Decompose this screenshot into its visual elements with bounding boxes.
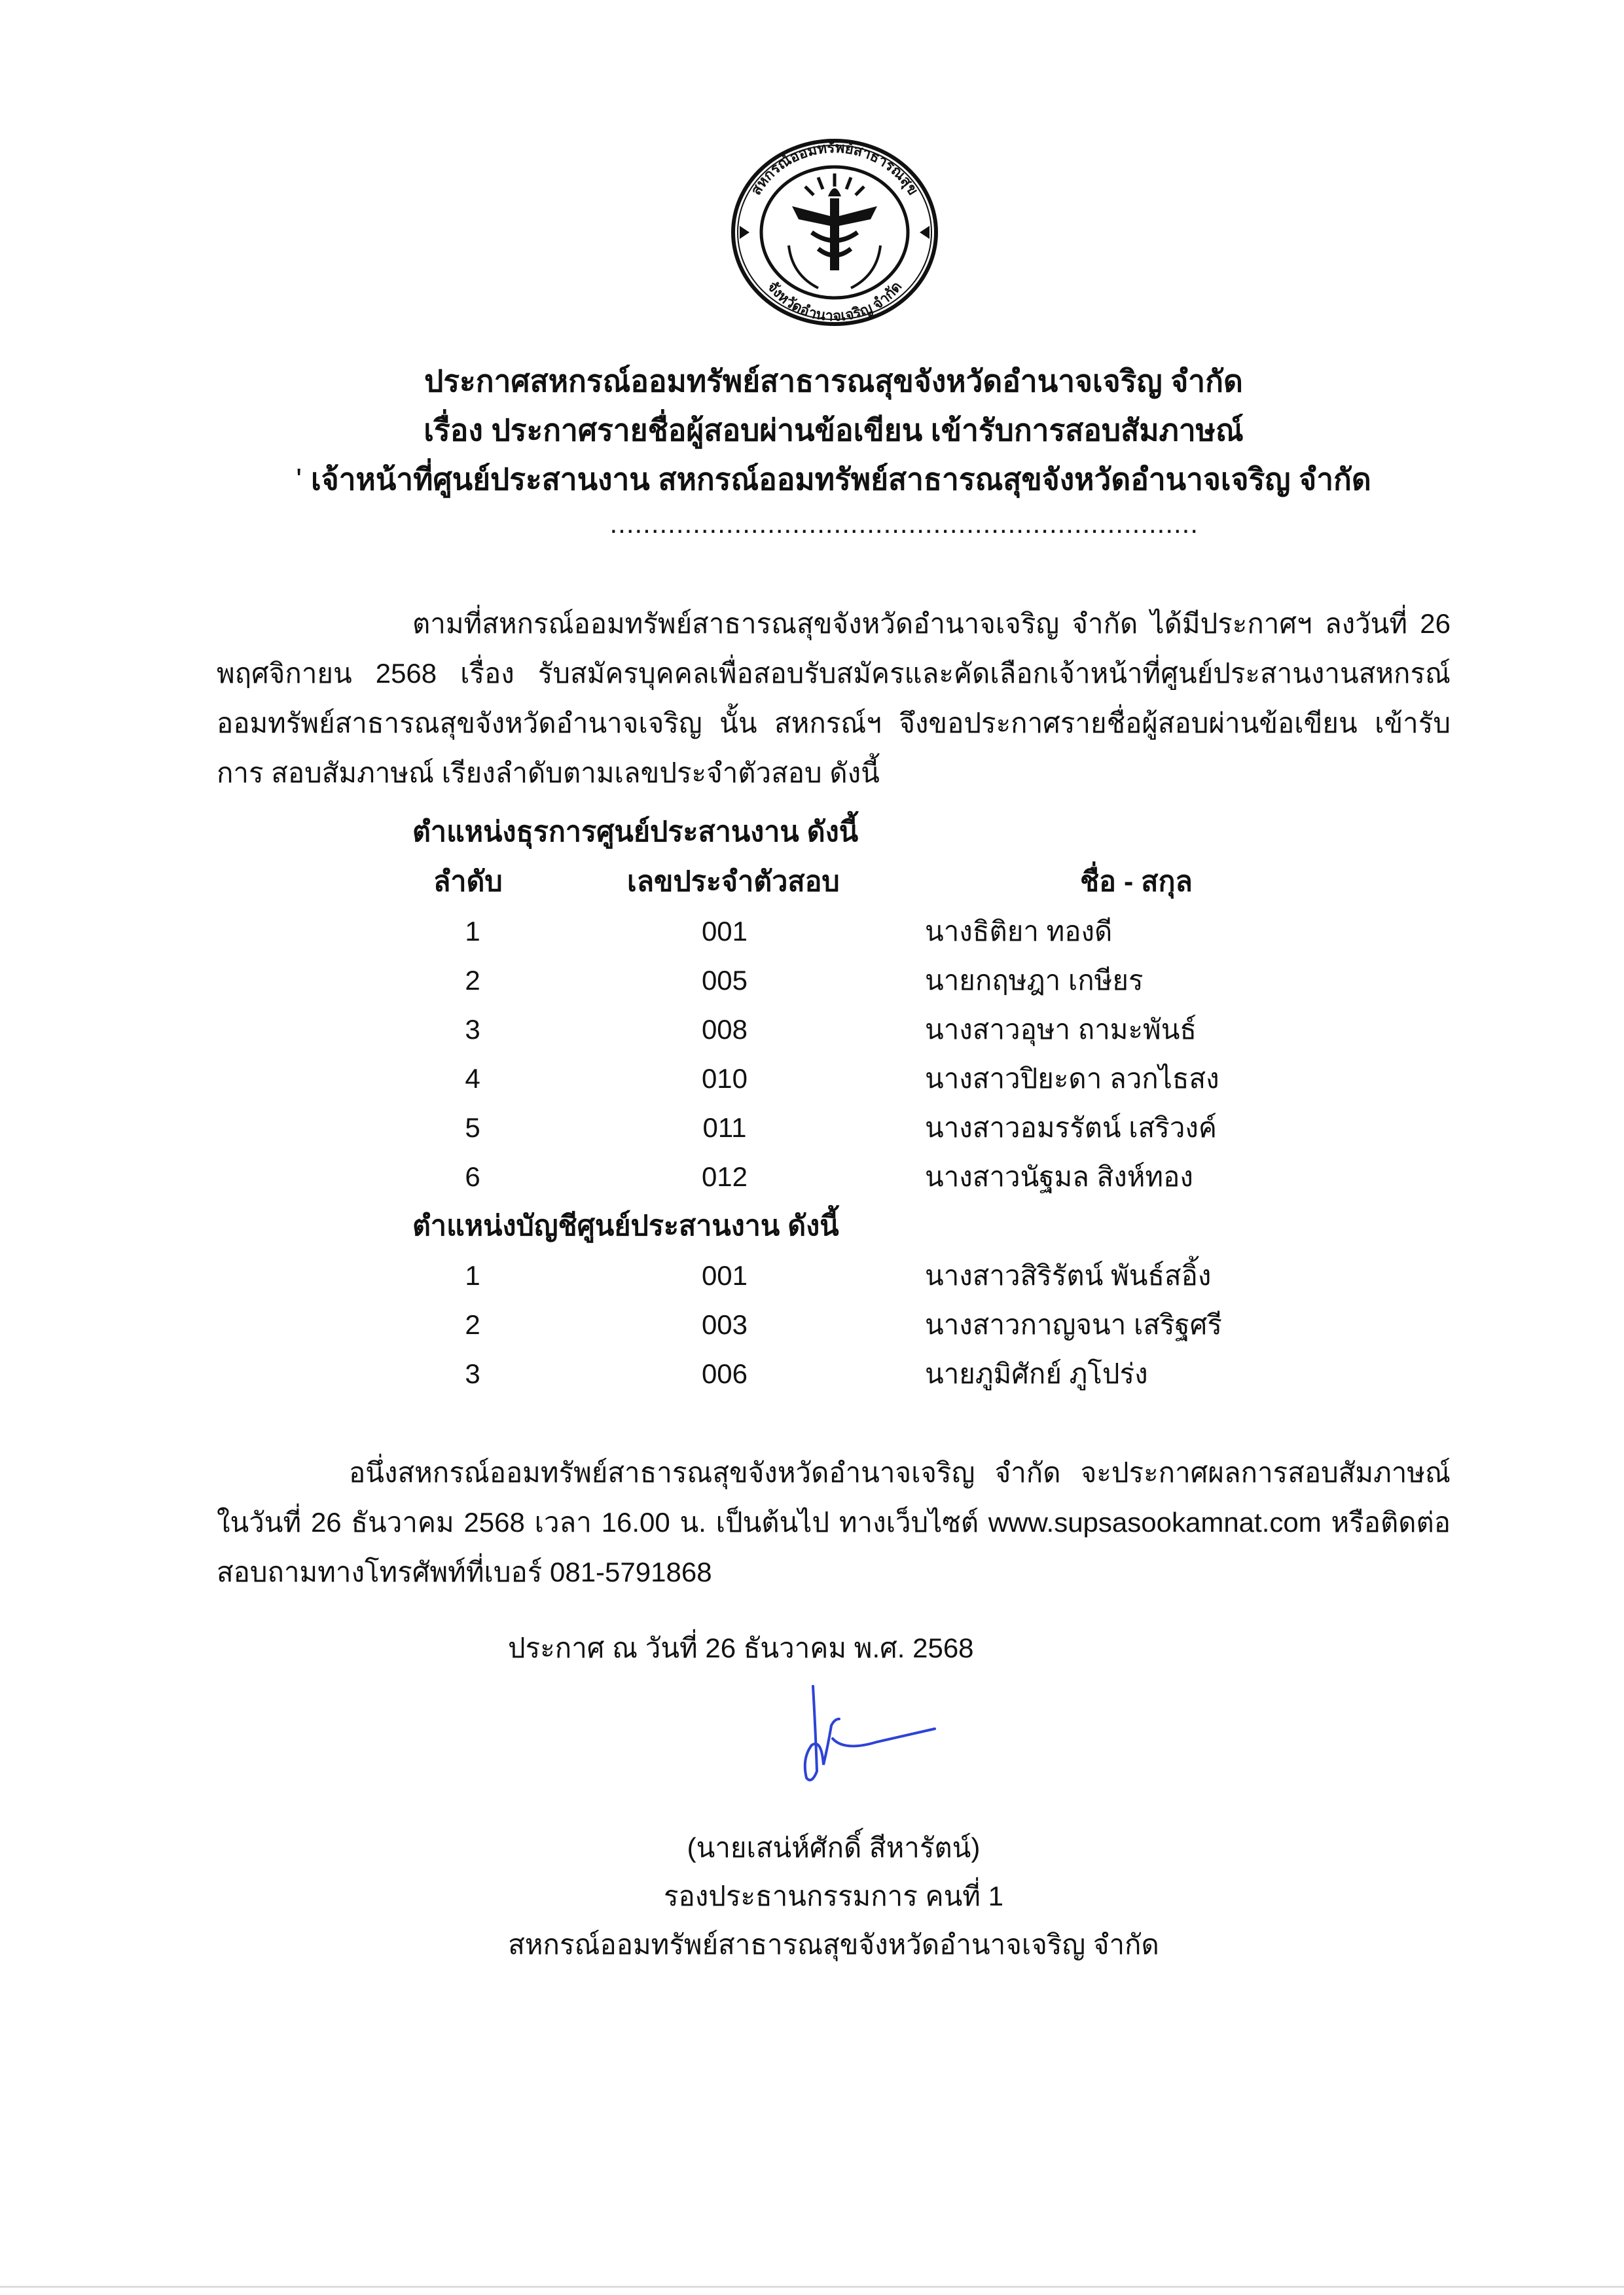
column-header-order: ลำดับ xyxy=(433,866,503,897)
candidate-name: นางสาวสิริรัตน์ พันธ์สอิ้ง xyxy=(925,1260,1212,1291)
exam-id: 010 xyxy=(701,1063,748,1094)
exam-id: 011 xyxy=(702,1112,747,1143)
seal-top-text: สหกรณ์ออมทรัพย์สาธารณสุข xyxy=(747,139,922,198)
announcement-page xyxy=(217,0,1451,1969)
row-number: 6 xyxy=(465,1161,480,1192)
candidate-name: นางสาวกาญจนา เสริฐศรี xyxy=(925,1309,1222,1340)
row-number: 3 xyxy=(465,1358,480,1389)
section-heading-clerical: ตำแหน่งธุรการศูนย์ประสานงาน ดังนี้ xyxy=(412,816,859,848)
intro-line-2: 26 พฤศจิกายน 2568 เรื่อง รับสมัครบุคคลเพื่อสอบรับสมัครและคัดเลือกเจ้าหน้าที่ศูนย์ประสานงานสหกรณ์ xyxy=(217,608,1451,689)
intro-paragraph xyxy=(217,599,1451,798)
closing-line-1: อนึ่งสหกรณ์ออมทรัพย์สาธารณสุขจังหวัดอำนาจเจริญ จำกัด จะประกาศผลการสอบสัมภาษณ์ xyxy=(349,1457,1451,1488)
table-row xyxy=(0,1005,1451,1054)
announce-date: ประกาศ ณ วันที่ 26 ธันวาคม พ.ศ. 2568 xyxy=(508,1633,974,1663)
row-number: 2 xyxy=(465,1309,480,1340)
cooperative-seal xyxy=(727,134,943,331)
scan-edge-line xyxy=(0,2286,1624,2288)
title-divider: ....................................................................... xyxy=(609,508,1199,539)
signatory-position: รองประธานกรรมการ คนที่ 1 xyxy=(664,1881,1003,1911)
candidate-name: นางสาวปิยะดา ลวกไธสง xyxy=(925,1063,1219,1094)
stray-mark: ʹ xyxy=(296,462,302,496)
candidate-name: นายภูมิศักย์ ภูโปร่ง xyxy=(925,1358,1148,1389)
row-number: 1 xyxy=(465,916,480,947)
exam-id: 001 xyxy=(701,1260,748,1291)
row-number: 5 xyxy=(465,1112,480,1143)
seal-bottom-text: จังหวัดอำนาจเจริญ จำกัด xyxy=(764,278,905,325)
row-number: 4 xyxy=(465,1063,480,1094)
closing-paragraph xyxy=(217,1448,1451,1597)
table-row xyxy=(0,1054,1451,1103)
handwritten-signature xyxy=(799,1680,969,1791)
column-headers xyxy=(0,857,1451,907)
table-row xyxy=(0,1152,1451,1201)
exam-id: 012 xyxy=(701,1161,748,1192)
candidate-name: นางสาวนัฐมล สิงห์ทอง xyxy=(925,1161,1193,1192)
intro-line-4: สอบสัมภาษณ์ เรียงลำดับตามเลขประจำตัวสอบ ดังนี้ xyxy=(271,757,880,788)
intro-line-3: ออมทรัพย์สาธารณสุขจังหวัดอำนาจเจริญ นั้น สหกรณ์ฯ จึงขอประกาศรายชื่อผู้สอบผ่านข้อเขียน เข้ารับการ xyxy=(217,708,1451,788)
table-row xyxy=(0,1349,1451,1398)
exam-id: 001 xyxy=(701,916,748,947)
table-row xyxy=(0,956,1451,1005)
exam-id: 005 xyxy=(701,965,748,996)
closing-line-2: ในวันที่ 26 ธันวาคม 2568 เวลา 16.00 น. เป็นต้นไป ทางเว็บไซต์ www.supsasookamnat.com หรือติดต่อ xyxy=(217,1507,1451,1538)
column-header-exam-id: เลขประจำตัวสอบ xyxy=(627,866,840,897)
announcement-subject: เรื่อง ประกาศรายชื่อผู้สอบผ่านข้อเขียน เข้ารับการสอบสัมภาษณ์ xyxy=(424,413,1244,447)
candidate-name: นางสาวอมรรัตน์ เสริวงค์ xyxy=(925,1112,1218,1143)
exam-id: 008 xyxy=(701,1014,748,1045)
candidate-name: นางธิติยา ทองดี xyxy=(925,916,1113,947)
results-table xyxy=(0,807,1451,1398)
candidate-name: นายกฤษฎา เกษียร xyxy=(925,965,1144,996)
signatory-organization: สหกรณ์ออมทรัพย์สาธารณสุขจังหวัดอำนาจเจริญ จำกัด xyxy=(508,1929,1159,1960)
exam-id: 006 xyxy=(701,1358,748,1389)
announcement-position-line xyxy=(217,455,1451,504)
row-number: 1 xyxy=(465,1260,480,1291)
intro-line-1: ตามที่สหกรณ์ออมทรัพย์สาธารณสุขจังหวัดอำนาจเจริญ จำกัด ได้มีประกาศฯ ลงวันที่ xyxy=(412,608,1408,639)
table-row xyxy=(0,1300,1451,1349)
signatory-name: (นายเสน่ห์ศักดิ์ สีหารัตน์) xyxy=(687,1832,981,1863)
table-row xyxy=(0,1251,1451,1300)
candidate-name: นางสาวอุษา ถามะพันธ์ xyxy=(925,1014,1197,1045)
announcement-title: ประกาศสหกรณ์ออมทรัพย์สาธารณสุขจังหวัดอำนาจเจริญ จำกัด xyxy=(424,364,1243,398)
announcement-header xyxy=(217,357,1451,543)
closing-line-3: สอบถามทางโทรศัพท์ที่เบอร์ 081-5791868 xyxy=(217,1557,712,1587)
row-number: 2 xyxy=(465,965,480,996)
signatory-block xyxy=(217,1824,1451,1969)
row-number: 3 xyxy=(465,1014,480,1045)
section-heading-accounting: ตำแหน่งบัญชีศูนย์ประสานงาน ดังนี้ xyxy=(412,1210,839,1242)
exam-id: 003 xyxy=(701,1309,748,1340)
announcement-position: เจ้าหน้าที่ศูนย์ประสานงาน สหกรณ์ออมทรัพย์สาธารณสุขจังหวัดอำนาจเจริญ จำกัด xyxy=(311,462,1371,496)
table-row xyxy=(0,1103,1451,1152)
table-row xyxy=(0,907,1451,956)
column-header-name: ชื่อ - สกุล xyxy=(1080,866,1193,897)
